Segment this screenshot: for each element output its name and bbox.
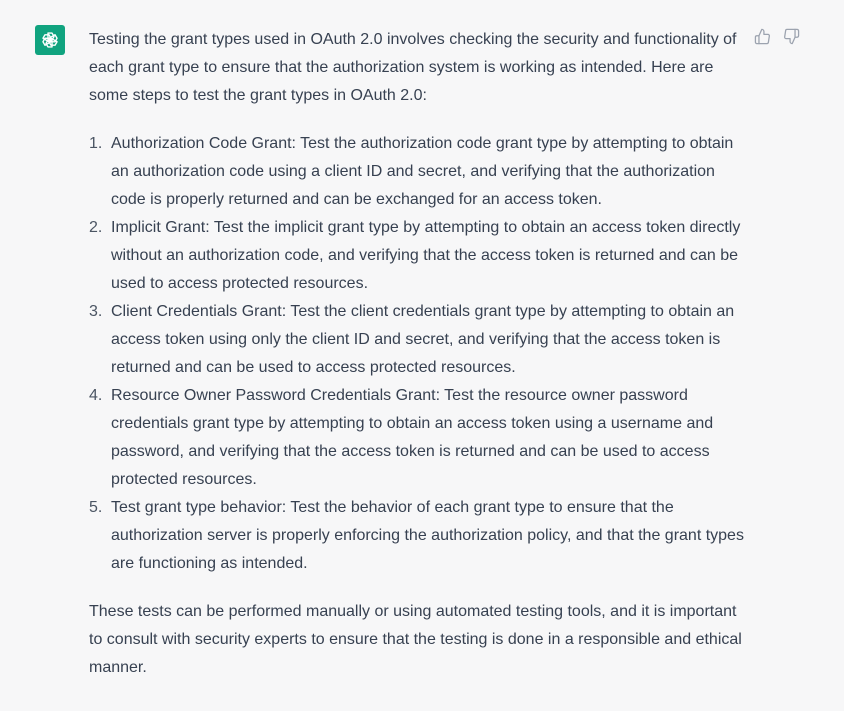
list-item xyxy=(89,130,754,214)
list-item-number: 4. xyxy=(89,387,103,404)
thumbs-down-icon xyxy=(783,28,800,45)
message-outro: These tests can be performed manually or using automated testing tools, and it is important to consult with security experts to ensure that the testing is done in a responsible and ethical manner. xyxy=(89,603,742,676)
list-item-text: Authorization Code Grant: Test the authorization code grant type by attempting to obtain an authorization code using a client ID and secret, and verifying that the authorization code is properly returned and can be exchanged for an access token. xyxy=(111,135,734,208)
steps-list xyxy=(89,130,754,578)
thumbs-down-button[interactable] xyxy=(783,28,800,45)
openai-logo-icon xyxy=(39,29,61,51)
list-item-number: 5. xyxy=(89,499,103,516)
list-item xyxy=(89,382,754,494)
list-item-text: Client Credentials Grant: Test the client credentials grant type by attempting to obtain an access token using only the client ID and secret, and verifying that the access token is returned and can be used to access protected resources. xyxy=(111,303,735,376)
message-content xyxy=(89,26,754,682)
list-item xyxy=(89,214,754,298)
list-item xyxy=(89,298,754,382)
thumbs-up-button[interactable] xyxy=(754,28,771,45)
assistant-avatar xyxy=(35,25,65,55)
list-item-text: Implicit Grant: Test the implicit grant type by attempting to obtain an access token directly without an authorization code, and verifying that the access token is returned and can be used to access protected resources. xyxy=(111,219,741,292)
message-intro: Testing the grant types used in OAuth 2.0 involves checking the security and functionality of each grant type to ensure that the authorization system is working as intended. Here are some steps to test the grant types in OAuth 2.0: xyxy=(89,31,737,104)
list-item-number: 3. xyxy=(89,303,103,320)
feedback-buttons xyxy=(754,28,800,45)
list-item xyxy=(89,494,754,578)
list-item-text: Resource Owner Password Credentials Grant: Test the resource owner password credentials grant type by attempting to obtain an access token using a username and password, and verifying that the access token is returned and can be used to access protected resources. xyxy=(111,387,714,488)
list-item-text: Test grant type behavior: Test the behavior of each grant type to ensure that the authorization server is properly enforcing the authorization policy, and that the grant types are functioning as intended. xyxy=(111,499,744,572)
list-item-number: 2. xyxy=(89,219,103,236)
list-item-number: 1. xyxy=(89,135,103,152)
thumbs-up-icon xyxy=(754,28,771,45)
